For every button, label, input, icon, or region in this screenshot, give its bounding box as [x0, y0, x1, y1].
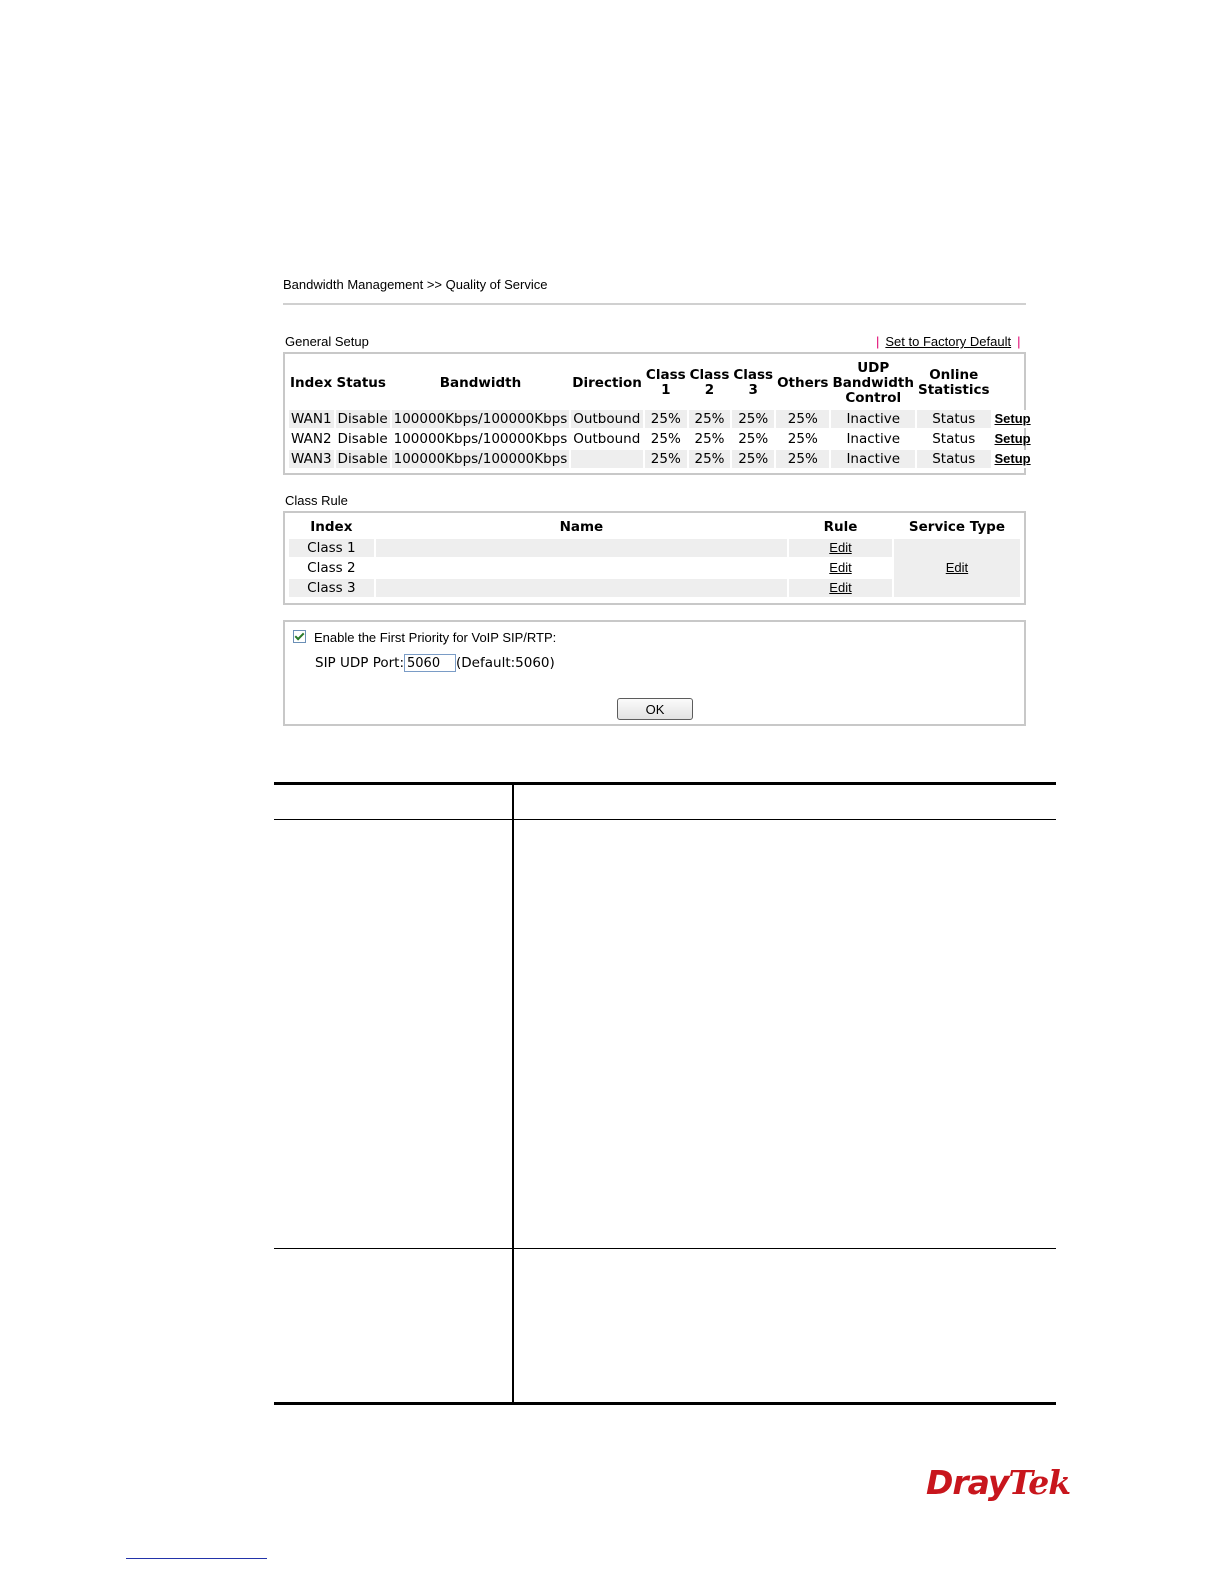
table-row: [289, 430, 1033, 448]
wan-status: Disable: [337, 411, 388, 427]
class-rule-table: [287, 515, 1022, 599]
wan-status: Disable: [337, 451, 388, 467]
class-rule-panel: [283, 511, 1026, 605]
setup-link[interactable]: Setup: [994, 431, 1031, 446]
col-class2-line1: Class: [689, 367, 730, 383]
wan-class2: 25%: [694, 431, 725, 447]
doc-table-column-rule: [512, 784, 514, 1402]
set-to-factory-default-link[interactable]: Set to Factory Default: [885, 334, 1012, 349]
voip-enable-label: Enable the First Priority for VoIP SIP/RTP:: [314, 630, 557, 645]
factory-default-area: | Set to Factory Default |: [876, 334, 1021, 349]
doc-table-header-rule: [274, 819, 1056, 820]
col-service-type: Service Type: [908, 518, 1005, 535]
class-header-row: [289, 517, 1020, 537]
col-class3-line2: 3: [748, 382, 758, 398]
rule-edit-link[interactable]: Edit: [829, 540, 852, 555]
ok-button[interactable]: OK: [617, 698, 693, 720]
doc-table-top-rule: [274, 782, 1056, 785]
wan-direction: [571, 450, 643, 468]
class-name: [376, 579, 787, 597]
col-udp: [831, 358, 915, 408]
col-others: Others: [777, 374, 829, 391]
general-setup-panel: [283, 352, 1031, 475]
wan-bandwidth: 100000Kbps/100000Kbps: [393, 411, 568, 427]
wan-bandwidth: 100000Kbps/100000Kbps: [393, 451, 568, 467]
wan-index: WAN2: [291, 431, 332, 447]
wan-online-status: Status: [932, 431, 976, 447]
wan-udp: Inactive: [846, 451, 901, 467]
voip-enable-row: [293, 630, 556, 645]
col-index: Index: [290, 374, 333, 391]
wan-class3: 25%: [738, 431, 769, 447]
wan-class1: 25%: [650, 451, 681, 467]
col-udp-line1: UDP: [857, 359, 890, 376]
wan-class1: 25%: [650, 411, 681, 427]
sip-port-label: SIP UDP Port:: [315, 655, 405, 671]
setup-link[interactable]: Setup: [994, 411, 1031, 426]
voip-priority-checkbox[interactable]: [293, 630, 306, 643]
col-class3: [732, 358, 774, 408]
col-class1: [645, 358, 687, 408]
sip-port-input[interactable]: [404, 654, 456, 672]
class-name: [376, 559, 787, 577]
wan-bandwidth: 100000Kbps/100000Kbps: [393, 431, 568, 447]
title-divider: [283, 303, 1026, 305]
col-online: [917, 358, 991, 408]
wan-others: 25%: [787, 451, 818, 467]
general-header-row: [289, 358, 1033, 408]
table-row: [289, 539, 1020, 557]
col-class3-line1: Class: [733, 367, 774, 383]
col-setup: [993, 358, 1033, 408]
wan-class2: 25%: [694, 411, 725, 427]
col-direction: Direction: [572, 374, 642, 391]
logo-tek: Tek: [1008, 1463, 1071, 1502]
class-index: Class 3: [289, 579, 374, 597]
wan-index: WAN3: [291, 451, 332, 467]
draytek-logo: [926, 1463, 1070, 1502]
col-class1-line1: Class: [645, 367, 686, 383]
col-class-name: Name: [559, 518, 604, 535]
col-udp-line3: Control: [845, 389, 902, 406]
general-setup-table: [287, 356, 1035, 470]
wan-class3: 25%: [738, 451, 769, 467]
table-row: [289, 410, 1033, 428]
wan-direction: Outbound: [573, 411, 641, 427]
class-index: Class 1: [289, 539, 374, 557]
col-online-line1: Online: [929, 367, 979, 383]
class-rule-label: Class Rule: [285, 493, 348, 508]
wan-status: Disable: [337, 431, 388, 447]
wan-class2: 25%: [694, 451, 725, 467]
col-class2: [689, 358, 731, 408]
col-udp-line2: Bandwidth: [832, 374, 914, 391]
doc-table-row-rule: [274, 1248, 1056, 1249]
wan-index: WAN1: [291, 411, 332, 427]
wan-others: 25%: [787, 431, 818, 447]
general-setup-label: General Setup: [285, 334, 369, 349]
setup-link[interactable]: Setup: [994, 451, 1031, 466]
logo-dray: Dray: [926, 1463, 1009, 1502]
rule-edit-link[interactable]: Edit: [829, 560, 852, 575]
wan-online-status: Status: [932, 451, 976, 467]
service-type-edit-link[interactable]: Edit: [945, 560, 969, 575]
wan-udp: Inactive: [846, 411, 901, 427]
footer-rule: [126, 1558, 267, 1559]
class-name: [376, 539, 787, 557]
wan-online-status: Status: [932, 411, 976, 427]
rule-edit-link[interactable]: Edit: [829, 580, 852, 595]
voip-panel: [283, 620, 1026, 726]
col-online-line2: Statistics: [917, 382, 990, 398]
wan-udp: Inactive: [846, 431, 901, 447]
doc-table-bottom-rule: [274, 1402, 1056, 1405]
wan-others: 25%: [787, 411, 818, 427]
wan-direction: Outbound: [573, 431, 641, 447]
col-class1-line2: 1: [661, 382, 671, 398]
col-class2-line2: 2: [704, 382, 715, 398]
sip-port-row: [315, 654, 555, 672]
col-bandwidth: Bandwidth: [439, 374, 522, 391]
col-class-rule: Rule: [823, 518, 858, 535]
wan-class3: 25%: [738, 411, 769, 427]
sip-port-default: (Default:5060): [456, 655, 555, 671]
class-index: Class 2: [307, 560, 356, 576]
col-class-index: Index: [310, 518, 353, 535]
wan-class1: 25%: [650, 431, 681, 447]
col-status: Status: [336, 374, 386, 391]
table-row: [289, 450, 1033, 468]
breadcrumb: Bandwidth Management >> Quality of Service: [283, 277, 548, 292]
